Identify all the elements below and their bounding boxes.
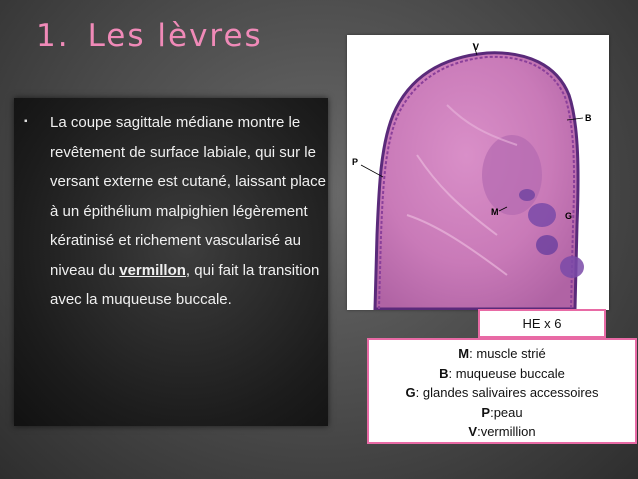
label-p: P bbox=[352, 157, 359, 167]
bullet-text-after: , qui fait la transition avec la muqueuse buccale. bbox=[50, 261, 320, 308]
bullet-paragraph bbox=[50, 108, 330, 315]
legend-box bbox=[367, 338, 637, 444]
label-v: V bbox=[473, 42, 480, 52]
lip-section-image bbox=[347, 35, 609, 310]
label-m: M bbox=[491, 207, 499, 217]
histology-micrograph bbox=[347, 35, 609, 310]
text-panel bbox=[14, 98, 328, 426]
label-b: B bbox=[585, 113, 592, 123]
slide-title-text: Les lèvres bbox=[87, 18, 263, 54]
magnification-box: HE x 6 bbox=[478, 309, 606, 338]
bullet-square-icon: ▪ bbox=[24, 116, 28, 127]
legend-item-p: P:peau bbox=[481, 404, 523, 420]
legend-item-b: B: muqueuse buccale bbox=[439, 365, 565, 381]
bullet-text-before: La coupe sagittale médiane montre le revêtement de surface labiale, qui sur le versant externe est cutané, laissant place à un épithélium malpighien légèrement kératinisé et richement vascularisé au niveau du bbox=[50, 114, 326, 279]
slide-title bbox=[36, 18, 263, 54]
legend-item-g: G: glandes salivaires accessoires bbox=[405, 385, 599, 400]
slide-title-number: 1. bbox=[36, 18, 70, 54]
label-g: G bbox=[565, 211, 573, 221]
legend-item-m: M: muscle strié bbox=[458, 346, 546, 361]
legend-item-v: V:vermillion bbox=[468, 424, 536, 439]
vermillon-highlight: vermillon bbox=[119, 261, 186, 279]
